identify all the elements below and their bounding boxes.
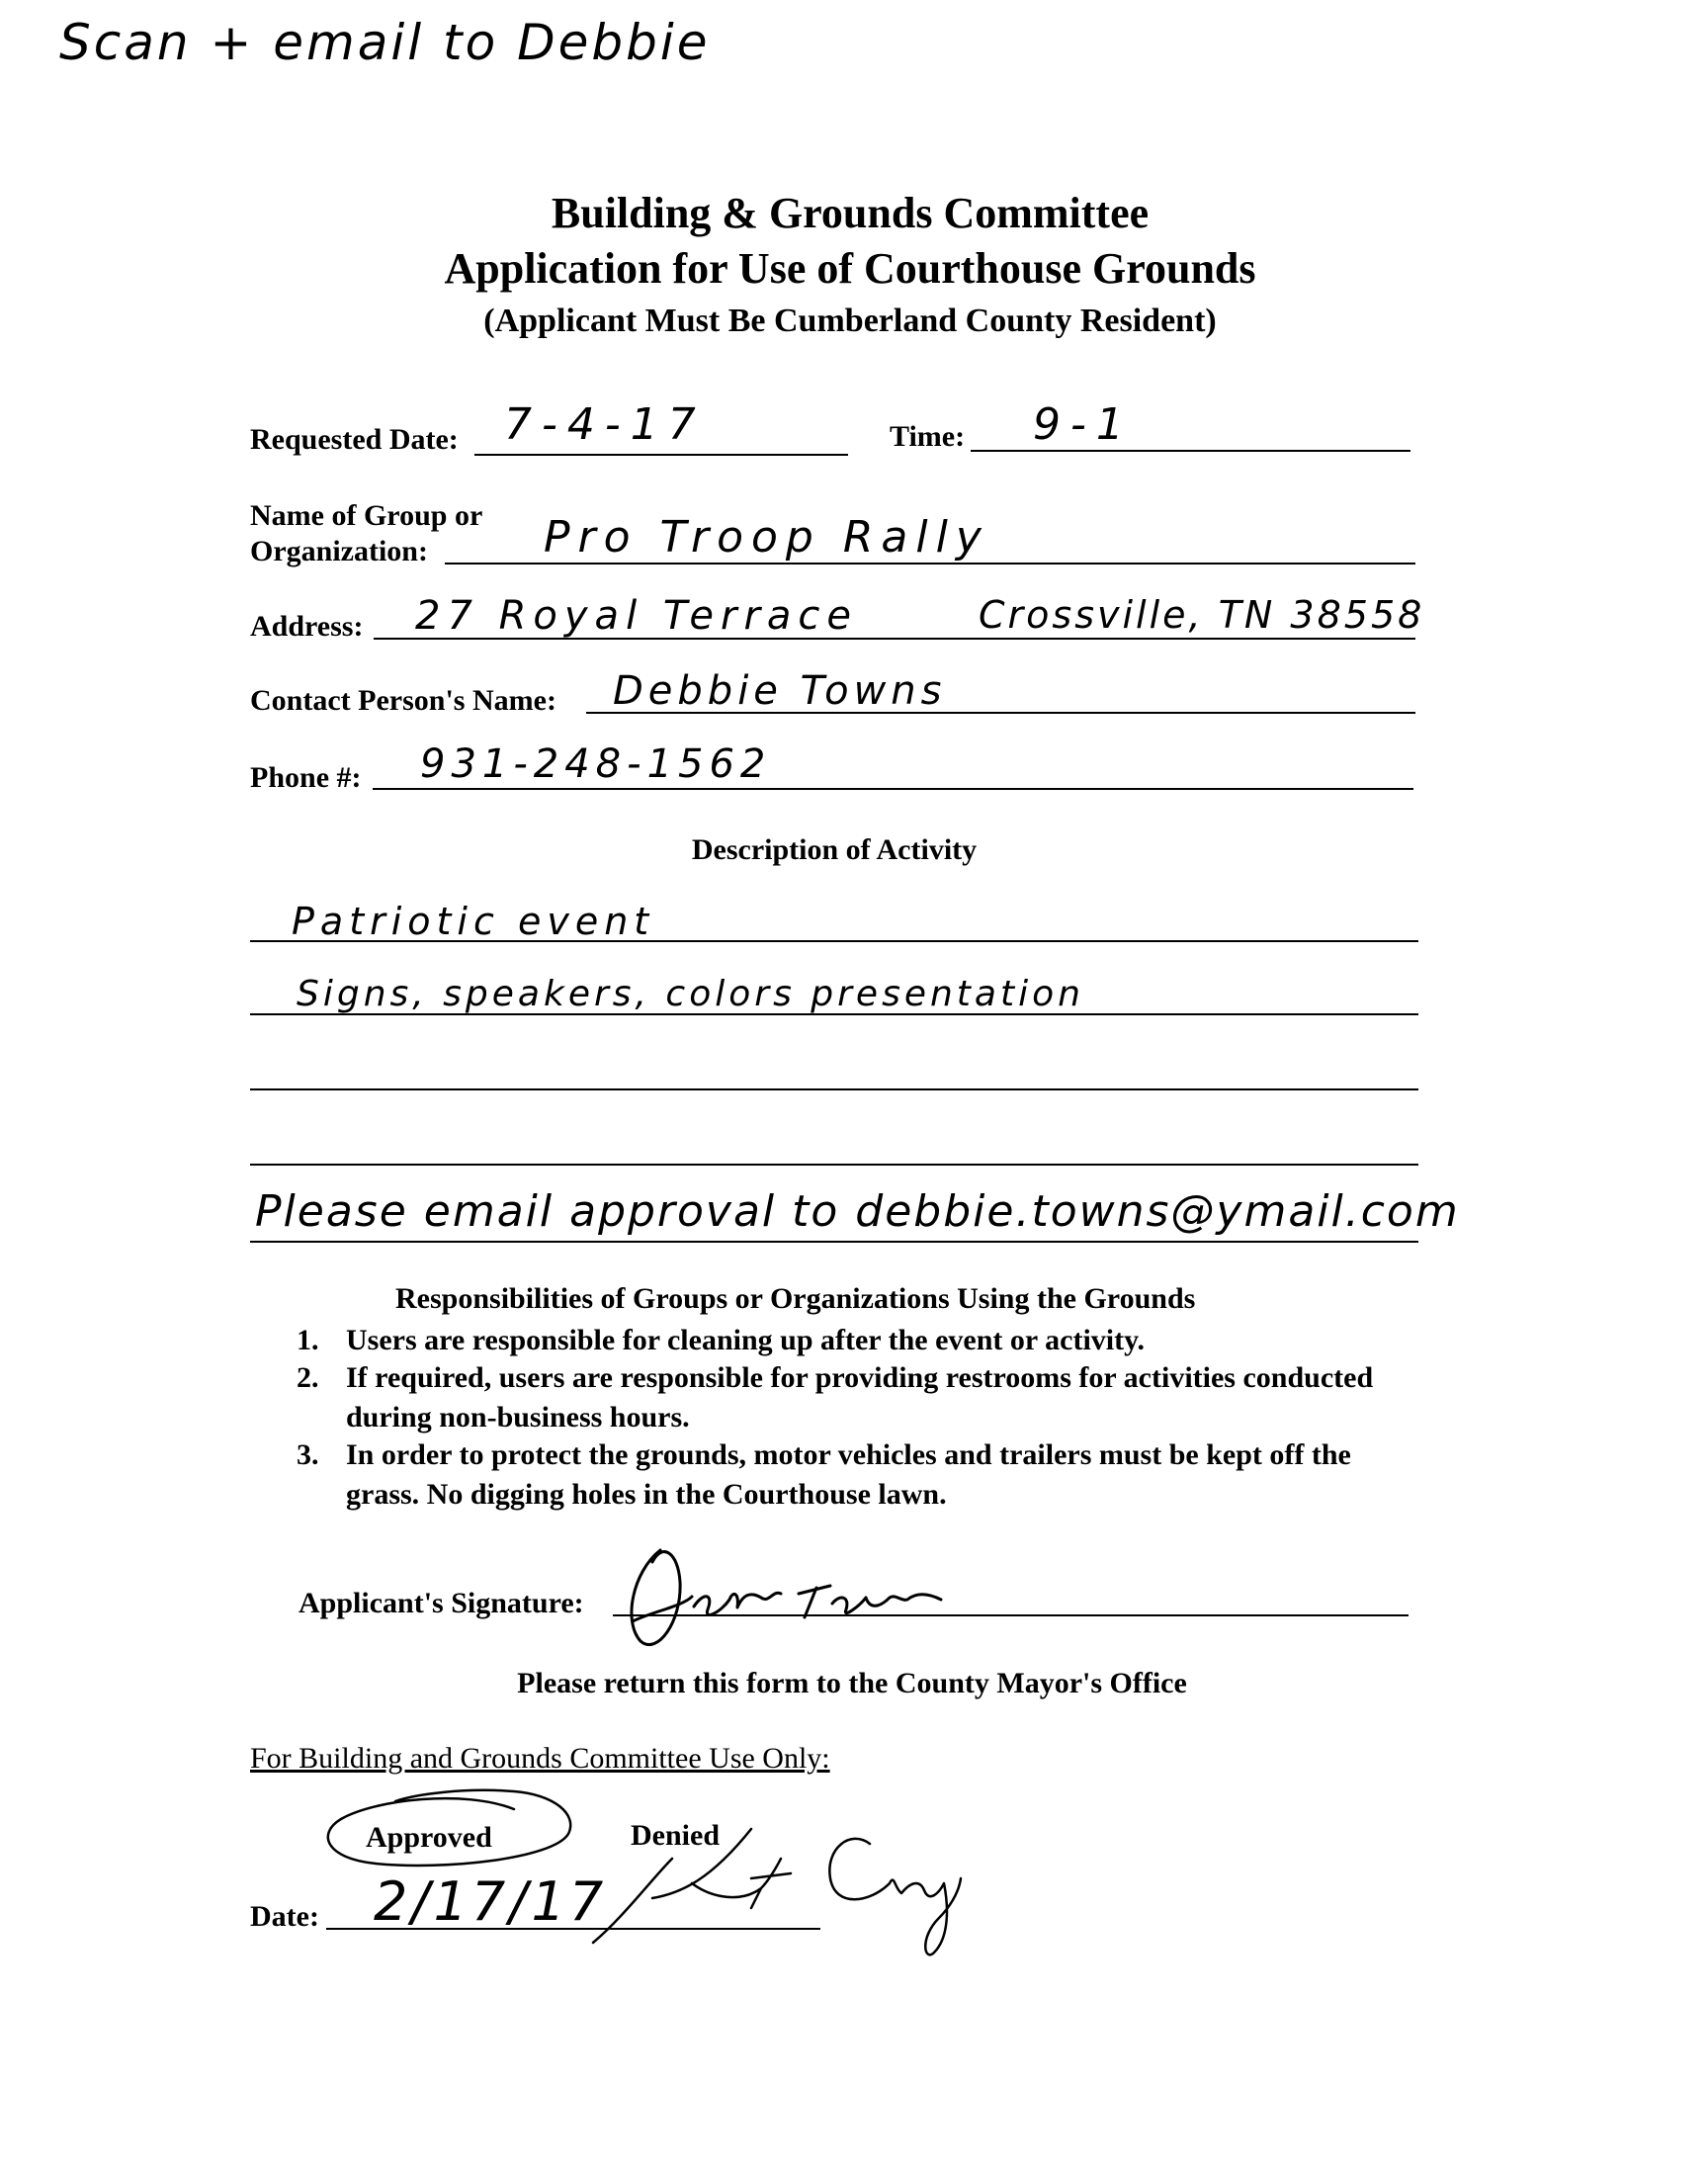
time-label: Time:: [890, 420, 966, 453]
group-name-value[interactable]: Pro Troop Rally: [544, 512, 989, 563]
approved-circle-mark: [328, 1790, 570, 1866]
responsibility-number: 1.: [297, 1324, 319, 1356]
approved-label[interactable]: Approved: [366, 1821, 492, 1854]
responsibility-text: If required, users are responsible for providing restrooms for activities conducted during non-business hours.: [346, 1361, 1374, 1434]
form-title-line2: Application for Use of Courthouse Grounds: [444, 244, 1256, 293]
group-name-label-line1: Name of Group or: [250, 499, 483, 532]
responsibility-number: 3.: [297, 1438, 319, 1471]
form-title-line1: Building & Grounds Committee: [551, 189, 1150, 237]
return-instruction: Please return this form to the County Mayor's Office: [517, 1667, 1187, 1699]
address-label: Address:: [250, 610, 364, 643]
denied-label[interactable]: Denied: [631, 1819, 720, 1852]
description-line-2-text[interactable]: Signs, speakers, colors presentation: [297, 974, 1084, 1014]
address-city-value[interactable]: Crossville, TN 38558: [979, 593, 1425, 637]
contact-label: Contact Person's Name:: [250, 684, 556, 717]
requested-date-value[interactable]: 7-4-17: [504, 399, 706, 450]
responsibility-number: 2.: [297, 1361, 319, 1394]
signature-label: Applicant's Signature:: [299, 1587, 584, 1619]
group-name-label-line2: Organization:: [250, 535, 428, 567]
form-subtitle: (Applicant Must Be Cumberland County Resident): [483, 303, 1217, 339]
scan-email-note: Scan + email to Debbie: [59, 14, 711, 71]
committee-date-label: Date:: [250, 1900, 319, 1933]
phone-value[interactable]: 931-248-1562: [420, 741, 772, 787]
responsibility-text: In order to protect the grounds, motor vehicles and trailers must be kept off the grass. No digging holes in the Courthouse lawn.: [346, 1438, 1351, 1511]
committee-date-value[interactable]: 2/17/17: [374, 1870, 608, 1933]
requested-date-label: Requested Date:: [250, 423, 459, 456]
responsibility-text: Users are responsible for cleaning up after the event or activity.: [346, 1324, 1145, 1356]
responsibilities-heading: Responsibilities of Groups or Organizations Using the Grounds: [395, 1282, 1196, 1315]
committee-signature-mark: [593, 1829, 791, 1943]
committee-use-heading: For Building and Grounds Committee Use Only:: [250, 1742, 830, 1775]
contact-value[interactable]: Debbie Towns: [613, 668, 947, 714]
email-approval-note[interactable]: Please email approval to debbie.towns@ymail.com: [255, 1186, 1460, 1237]
phone-label: Phone #:: [250, 761, 362, 794]
address-street-value[interactable]: 27 Royal Terrace: [415, 593, 858, 639]
description-line-1-text[interactable]: Patriotic event: [292, 900, 655, 943]
time-value[interactable]: 9-1: [1033, 399, 1134, 450]
description-heading: Description of Activity: [691, 833, 978, 866]
